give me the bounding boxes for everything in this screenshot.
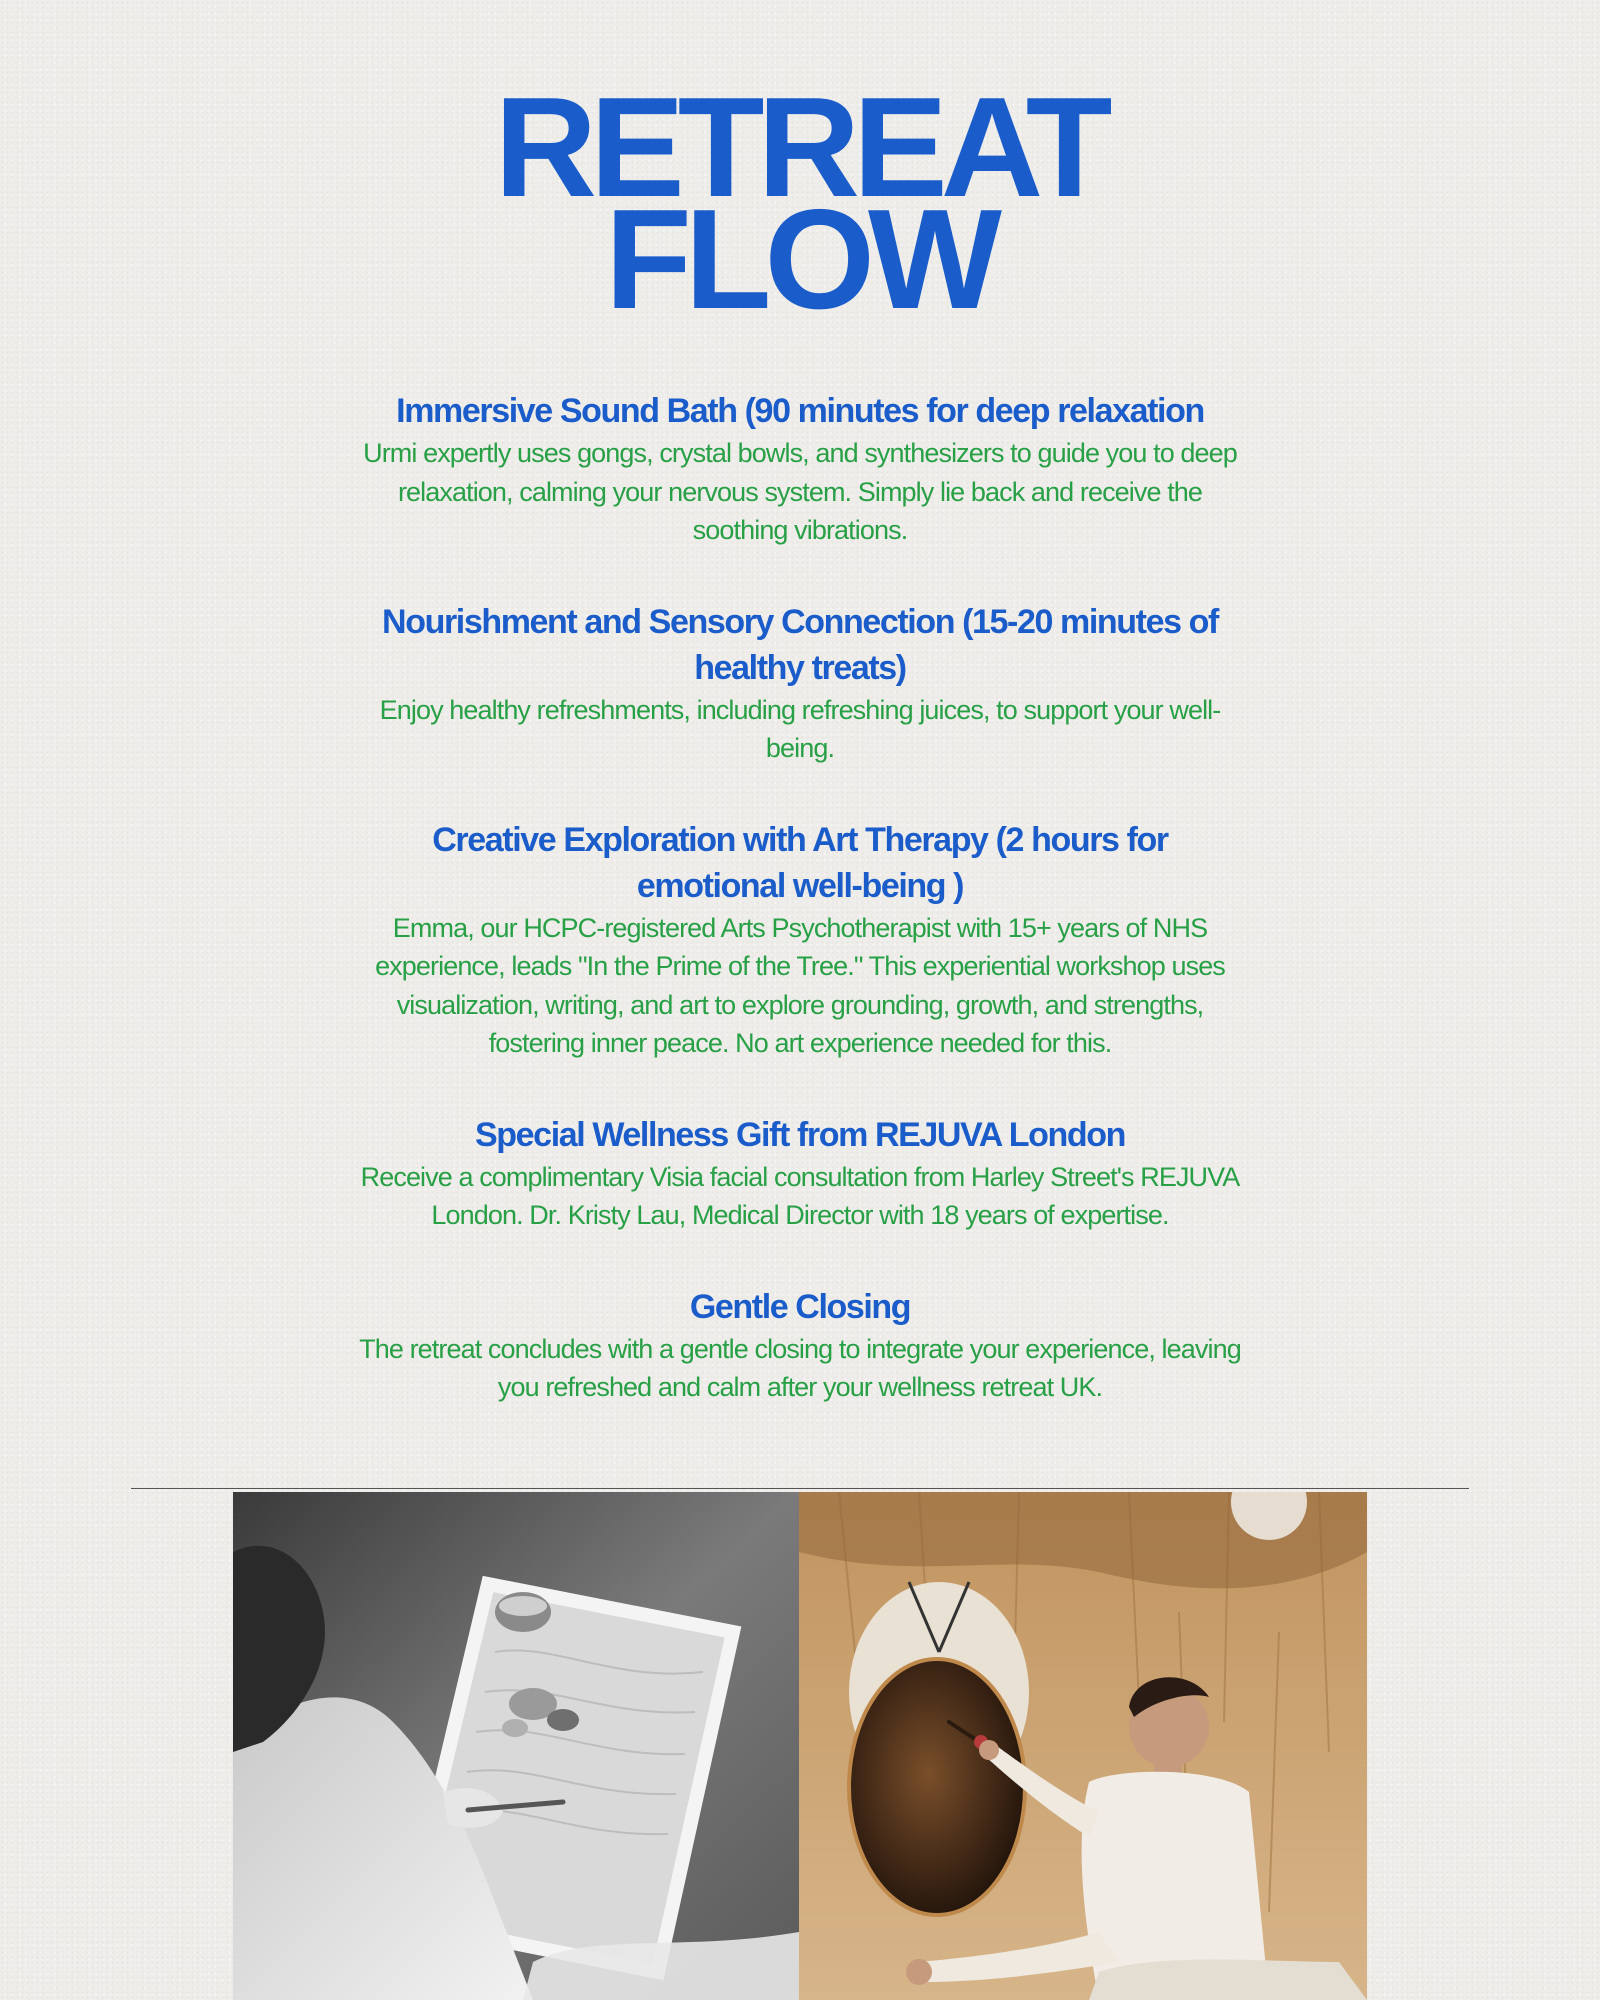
zen-sand-garden-photo [233,1492,799,2000]
section-heading: Immersive Sound Bath (90 minutes for deep relaxation [396,392,1204,430]
section-body: Urmi expertly uses gongs, crystal bowls, and synthesizers to guide you to deep relaxation, calming your nervous system. Simply lie back and receive the soothing vibrations. [363,438,1237,545]
section-heading: Gentle Closing [689,1287,911,1326]
section-body: Emma, our HCPC-registered Arts Psychotherapist with 15+ years of NHS experience, leads "In the Prime of the Tree." This experiential workshop uses visualization, writing, and art to explore grounding, growth, and strengths, fostering inner peace. No art experience needed for this. [375,912,1225,1058]
section-body: Receive a complimentary Visia facial consultation from Harley Street's REJUVA London. Dr. Kristy Lau, Medical Director with 18 years of expertise. [360,1161,1240,1230]
section-heading: Nourishment and Sensory Connection (15-20 minutes of healthy treats) [382,602,1218,687]
section-sound-bath [340,388,1260,550]
photo-strip [233,1492,1367,2000]
section-art-therapy [340,817,1260,1063]
gong-player-photo [799,1492,1367,2000]
divider-line [131,1488,1469,1489]
retreat-schedule [340,388,1260,1456]
section-gentle-closing [340,1284,1260,1407]
section-body: Enjoy healthy refreshments, including refreshing juices, to support your well-being. [379,694,1221,763]
page-title [0,68,1600,339]
title-line-1: RETREAT [494,68,1106,227]
section-body: The retreat concludes with a gentle closing to integrate your experience, leaving you refreshed and calm after your wellness retreat UK. [359,1333,1241,1402]
section-heading: Creative Exploration with Art Therapy (2 hours for emotional well-being ) [432,820,1168,905]
section-wellness-gift [340,1112,1260,1235]
title-line-2: FLOW [605,180,995,339]
section-nourishment [340,599,1260,768]
gong-illustration [799,1492,1367,2000]
section-heading: Special Wellness Gift from REJUVA London [475,1115,1125,1154]
zen-garden-illustration [233,1492,799,2000]
